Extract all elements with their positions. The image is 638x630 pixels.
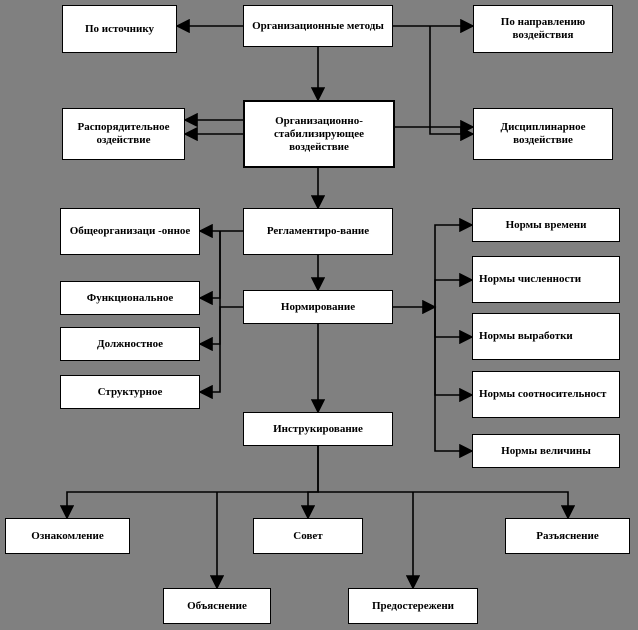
connector-normy_branch-to-normy_chislennosti — [435, 280, 472, 307]
connector-instruktirovanie-to-razyasnenie — [318, 492, 568, 518]
node-label: Разъяснение — [536, 529, 599, 542]
node-label: Нормы времени — [505, 218, 587, 231]
node-label: Дисциплинарное воздействие — [500, 121, 586, 146]
node-label: Предостережени — [371, 599, 455, 612]
node-po_napravleniyu[interactable] — [473, 5, 613, 53]
connector-normy_branch-to-normy_vremeni — [435, 225, 472, 307]
node-label: Нормирование — [280, 300, 356, 313]
node-label: По направлению воздействия — [500, 16, 586, 41]
connector-po_napravleniyu-to-disciplinarnoe — [430, 26, 473, 134]
connector-normy_branch-to-normy_vyrabotki — [435, 307, 472, 337]
node-instruktirovanie[interactable] — [243, 412, 393, 446]
node-normy_vremeni[interactable] — [472, 208, 620, 242]
node-sovet[interactable] — [253, 518, 363, 554]
connector-reglamentirovanie-to-funkcionalnoe — [200, 231, 220, 298]
node-funkcionalnoe[interactable] — [60, 281, 200, 315]
node-org_metody[interactable] — [243, 5, 393, 47]
node-normy_vyrabotki[interactable] — [472, 313, 620, 360]
node-label: Функциональное — [86, 291, 174, 304]
node-label: Нормы численности — [479, 273, 582, 285]
node-normy_velichiny[interactable] — [472, 434, 620, 468]
node-po_istochniku[interactable] — [62, 5, 177, 53]
node-label: Нормы величины — [501, 444, 591, 457]
node-label: Организационные методы — [252, 19, 384, 32]
connector-normirovanie-to-dolzhnostnoe — [200, 307, 243, 344]
node-label: По источнику — [84, 22, 155, 35]
node-strukturnoe[interactable] — [60, 375, 200, 409]
node-label: Нормы выработки — [479, 330, 573, 342]
node-normy_chislennosti[interactable] — [472, 256, 620, 303]
node-label: Структурное — [97, 385, 163, 398]
node-oznakomlenie[interactable] — [5, 518, 130, 554]
node-label: Регламентиро-вание — [266, 225, 370, 237]
node-obshcheorg[interactable] — [60, 208, 200, 255]
node-label: Организационно-стабилизирующее воздействие — [274, 114, 364, 153]
node-razyasnenie[interactable] — [505, 518, 630, 554]
node-label: Объяснение — [187, 599, 247, 612]
node-label: Совет — [293, 529, 323, 542]
node-normirovanie[interactable] — [243, 290, 393, 324]
node-reglamentirovanie[interactable] — [243, 208, 393, 255]
node-label: Инструкирование — [273, 422, 363, 435]
node-label: Распорядительное оздействие — [77, 121, 170, 146]
connector-instruktirovanie-to-sovet — [308, 446, 318, 518]
connector-normy_branch-to-normy_sootnositelnost — [435, 307, 472, 395]
connector-normy_branch-to-normy_velichiny — [435, 307, 472, 451]
connector-instruktirovanie-to-oznakomlenie — [67, 446, 318, 518]
node-label: Ознакомление — [31, 529, 104, 542]
node-disciplinarnoe[interactable] — [473, 108, 613, 160]
node-predosterezheni[interactable] — [348, 588, 478, 624]
connector-reglamentirovanie-to-strukturnoe — [200, 231, 220, 392]
node-label: Нормы соотносительност — [479, 388, 607, 400]
node-org_stabiliziruyushee[interactable] — [243, 100, 395, 168]
node-label: Должностное — [97, 337, 163, 350]
node-label: Общеорганизаци -онное — [69, 225, 191, 237]
node-obyasnenie[interactable] — [163, 588, 271, 624]
node-normy_sootnositelnost[interactable] — [472, 371, 620, 418]
node-dolzhnostnoe[interactable] — [60, 327, 200, 361]
node-rasporyaditelnoe[interactable] — [62, 108, 185, 160]
